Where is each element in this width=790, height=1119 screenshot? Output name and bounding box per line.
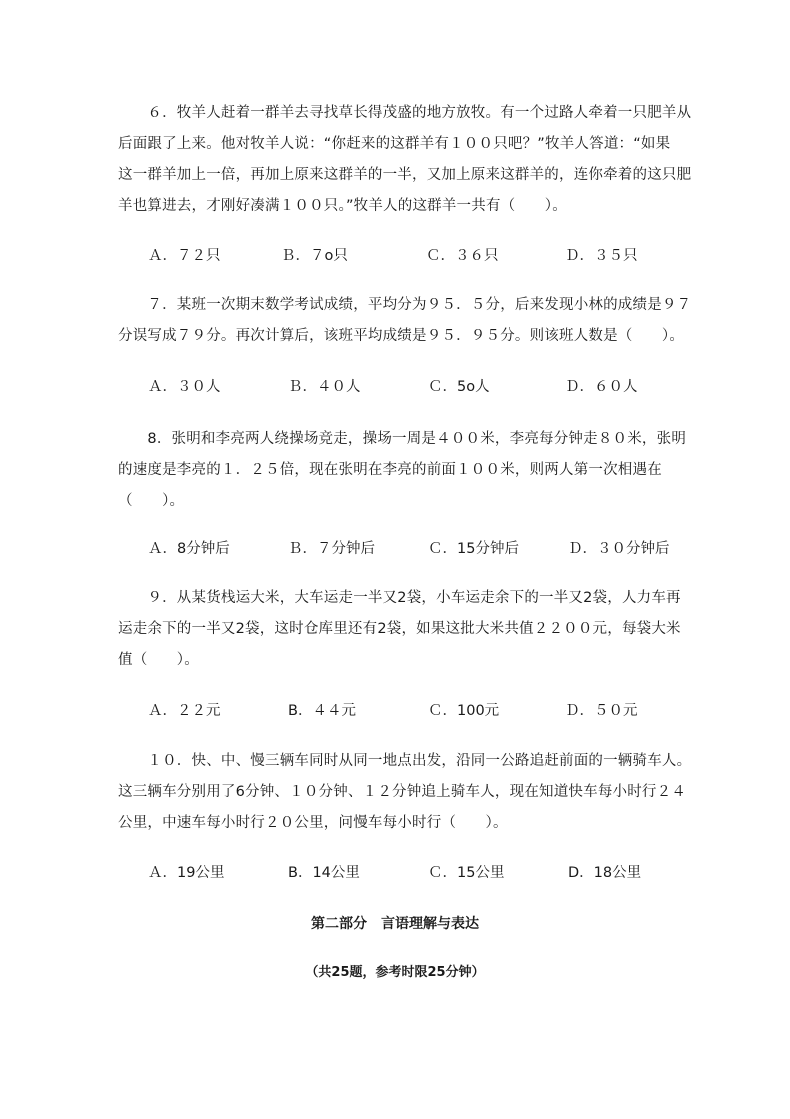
question-10-options: [148, 861, 688, 885]
question-line: 运走余下的一半又2袋，这时仓库里还有2袋，如果这批大米共值２２００元，每袋大米: [118, 621, 681, 637]
question-7-text: [118, 290, 692, 352]
option-d: Ｄ．３５只: [565, 248, 638, 264]
option-c: Ｃ．5o人: [428, 379, 490, 395]
question-line: 这一群羊加上一倍，再加上原来这群羊的一半，又加上原来这群羊的，连你牵着的这只肥: [118, 167, 692, 183]
option-b: Ｂ．７分钟后: [288, 541, 375, 557]
question-line: 公里，中速车每小时行２０公里，问慢车每小时行（ ）。: [118, 815, 508, 831]
question-line: 羊也算进去，才刚好凑满１００只。”牧羊人的这群羊一共有（ ）。: [118, 198, 567, 214]
question-8-options: [148, 537, 688, 561]
question-line: 值（ ）。: [118, 652, 199, 668]
option-b: Ｂ．４０人: [288, 379, 361, 395]
section-title: 第二部分 言语理解与表达: [311, 916, 479, 932]
option-c: Ｃ．15分钟后: [428, 541, 519, 557]
question-7-options: [148, 375, 688, 399]
question-line: ７．某班一次期末数学考试成绩，平均分为９５．５分，后来发现小林的成绩是９７: [118, 297, 692, 313]
question-line: 这三辆车分别用了6分钟、１０分钟、１２分钟追上骑车人，现在知道快车每小时行２４: [118, 784, 687, 800]
option-b: B．14公里: [288, 865, 360, 881]
question-6-options: [148, 244, 688, 268]
question-line: 8．张明和李亮两人绕操场竞走，操场一周是４００米，李亮每分钟走８０米，张明: [118, 431, 687, 447]
question-line: ６．牧羊人赶着一群羊去寻找草长得茂盛的地方放牧。有一个过路人牵着一只肥羊从: [118, 105, 692, 121]
question-line: １０．快、中、慢三辆车同时从同一地点出发，沿同一公路追赶前面的一辆骑车人。: [118, 753, 692, 769]
option-a: Ａ．３０人: [148, 379, 221, 395]
option-c: Ｃ．100元: [428, 703, 500, 719]
question-8-text: [118, 424, 687, 517]
option-a: Ａ．２２元: [148, 703, 221, 719]
option-a: Ａ．７２只: [148, 248, 221, 264]
question-6-text: [118, 98, 692, 222]
option-d: D．18公里: [568, 865, 642, 881]
option-b: Ｂ．７o只: [281, 248, 348, 264]
question-9-text: [118, 583, 681, 676]
question-line: 的速度是李亮的１．２５倍，现在张明在李亮的前面１００米，则两人第一次相遇在: [118, 462, 662, 478]
option-c: Ｃ．15公里: [428, 865, 505, 881]
section-subtitle: （共25题，参考时限25分钟）: [305, 965, 485, 980]
option-c: Ｃ．３６只: [426, 248, 499, 264]
option-a: Ａ．8分钟后: [148, 541, 230, 557]
question-line: 后面跟了上来。他对牧羊人说：“你赶来的这群羊有１００只吧？”牧羊人答道：“如果: [118, 136, 671, 152]
question-line: 分误写成７９分。再次计算后，该班平均成绩是９５．９５分。则该班人数是（ ）。: [118, 328, 685, 344]
option-d: Ｄ．６０人: [565, 379, 638, 395]
option-d: Ｄ．３０分钟后: [568, 541, 670, 557]
option-d: Ｄ．５０元: [565, 703, 638, 719]
option-b: B．４４元: [288, 703, 356, 719]
option-a: Ａ．19公里: [148, 865, 225, 881]
question-line: ９．从某货栈运大米，大车运走一半又2袋，小车运走余下的一半又2袋，人力车再: [118, 590, 681, 606]
question-9-options: [148, 699, 688, 723]
question-line: （ ）。: [118, 493, 185, 509]
question-10-text: [118, 746, 692, 839]
